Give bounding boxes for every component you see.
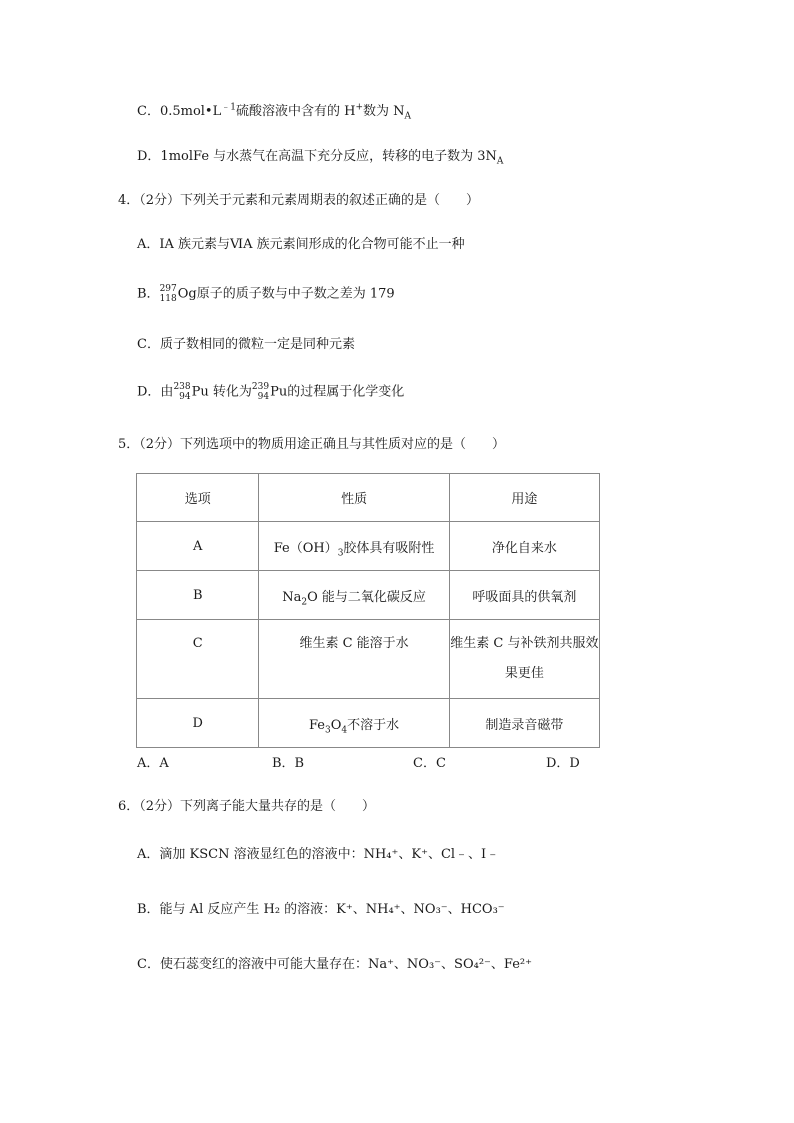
header-use: 用途 (449, 474, 599, 522)
header-option: 选项 (137, 474, 259, 522)
cell-property: $Fe_3O_4$不溶于水 (259, 699, 449, 748)
table-header-row (137, 474, 600, 522)
q6-option-c: C．使石蕊变红的溶液中可能大量存在：Na⁺、NO₃⁻、SO₄²⁻、Fe²⁺ (137, 957, 532, 972)
isotope-pu239: 239 94 (251, 382, 270, 402)
cell-property: $Na_2O$ 能与二氧化碳反应 (259, 571, 449, 620)
q4-option-d: D．由 238 94 Pu 转化为 239 94 Pu的过程属于化学变化 (137, 382, 405, 402)
q5-stem: 5．（2分）下列选项中的物质用途正确且与其性质对应的是（ ） (118, 437, 506, 452)
cell-use: 制造录音磁带 (449, 699, 599, 748)
cell-property: 维生素 C 能溶于水 (259, 620, 449, 699)
q5-answer-b: B．B (272, 756, 305, 771)
q5-answer-a: A．A (137, 756, 169, 771)
cell-property: $Fe(OH)_3$胶体具有吸附性 (259, 522, 449, 571)
isotope-pu238: 238 94 (173, 382, 191, 402)
header-property: 性质 (259, 474, 449, 522)
cell-option: D (137, 699, 259, 748)
q3-option-c: C．$0.5mol•L^{﹣1}$硫酸溶液中含有的 H+数为 $N_A$ (137, 102, 412, 122)
q5-answer-d: D．D (546, 756, 580, 771)
q3-option-d: D．1molFe 与水蒸气在高温下充分反应，转移的电子数为 $3N_A$ (137, 149, 504, 167)
table-row (137, 699, 600, 748)
table-row (137, 620, 600, 699)
cell-use: 呼吸面具的供氧剂 (449, 571, 599, 620)
cell-option: B (137, 571, 259, 620)
q6-option-b: B．能与 Al 反应产生 H₂ 的溶液：K⁺、NH₄⁺、NO₃⁻、HCO₃⁻ (137, 902, 505, 917)
cell-use: 净化自来水 (449, 522, 599, 571)
q6-stem: 6．（2分）下列离子能大量共存的是（ ） (118, 799, 376, 814)
q4-stem: 4．（2分）下列关于元素和元素周期表的叙述正确的是（ ） (118, 193, 480, 208)
cell-option: C (137, 620, 259, 699)
table-row (137, 571, 600, 620)
isotope-og: 297 118 (159, 284, 177, 304)
q4-option-b: B． 297 118 Og原子的质子数与中子数之差为 179 (137, 284, 395, 304)
q5-answer-c: C．C (413, 756, 446, 771)
cell-option: A (137, 522, 259, 571)
cell-use: 维生素 C 与补铁剂共服效果更佳 (449, 620, 599, 699)
q4-option-a: A．ⅠA 族元素与ⅥA 族元素间形成的化合物可能不止一种 (137, 237, 465, 252)
q6-option-a: A．滴加 KSCN 溶液显红色的溶液中：NH₄⁺、K⁺、Cl﹣、I﹣ (137, 847, 500, 862)
q4-option-c: C．质子数相同的微粒一定是同种元素 (137, 337, 355, 352)
table-row (137, 522, 600, 571)
q5-table (136, 473, 600, 748)
